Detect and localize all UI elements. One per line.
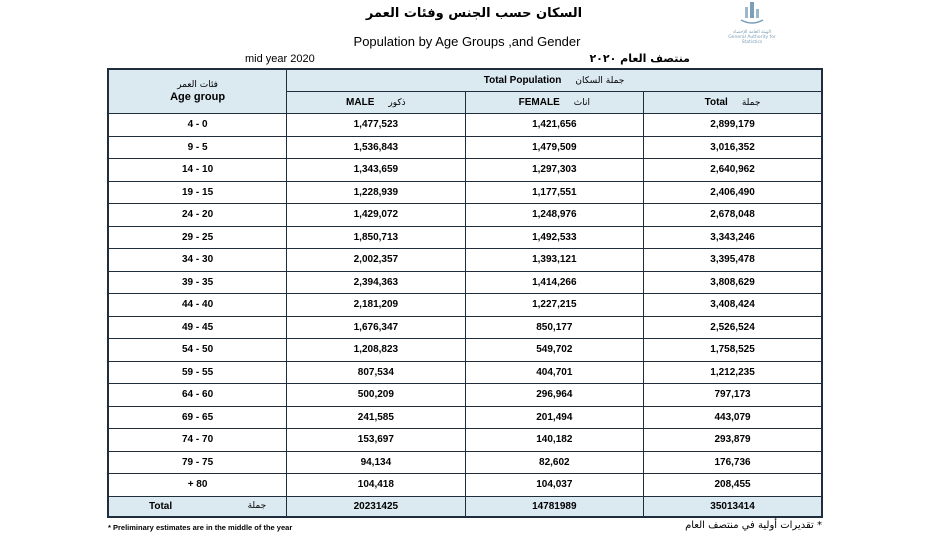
female-cell: 296,964 (465, 384, 643, 407)
age-group-cell: 19 - 15 (108, 181, 287, 204)
female-cell: 1,393,121 (465, 249, 643, 272)
age-group-cell: 34 - 30 (108, 249, 287, 272)
age-group-header-arabic: فئات العمر (177, 80, 218, 90)
table-row (108, 384, 822, 407)
male-cell: 1,477,523 (287, 114, 465, 137)
table-row (108, 271, 822, 294)
total-cell: 797,173 (644, 384, 822, 407)
footnote-english: * Preliminary estimates are in the middle of the year (108, 523, 293, 532)
total-cell: 3,343,246 (644, 226, 822, 249)
female-column-header (465, 92, 643, 114)
total-population-header-english: Total Population (483, 75, 562, 86)
male-cell: 807,534 (287, 361, 465, 384)
age-group-cell: 64 - 60 (108, 384, 287, 407)
total-column-header (644, 92, 822, 114)
male-cell: 1,850,713 (287, 226, 465, 249)
male-cell: 1,208,823 (287, 339, 465, 362)
table-row (108, 451, 822, 474)
age-group-cell: 9 - 5 (108, 136, 287, 159)
total-cell: 2,526,524 (644, 316, 822, 339)
total-total-cell: 35013414 (644, 496, 822, 517)
female-cell: 1,479,509 (465, 136, 643, 159)
female-cell: 850,177 (465, 316, 643, 339)
table-row (108, 249, 822, 272)
age-group-cell: 54 - 50 (108, 339, 287, 362)
table-row (108, 294, 822, 317)
table-row (108, 136, 822, 159)
table-row (108, 226, 822, 249)
mid-year-label: mid year 2020 (245, 53, 315, 65)
population-table (107, 68, 823, 518)
age-group-cell: 29 - 25 (108, 226, 287, 249)
total-cell: 3,408,424 (644, 294, 822, 317)
age-group-cell: 49 - 45 (108, 316, 287, 339)
age-group-cell: 44 - 40 (108, 294, 287, 317)
female-cell: 1,414,266 (465, 271, 643, 294)
age-group-cell: 4 - 0 (108, 114, 287, 137)
total-cell: 3,808,629 (644, 271, 822, 294)
total-row-label (108, 496, 287, 517)
total-cell: 2,678,048 (644, 204, 822, 227)
table-row (108, 361, 822, 384)
age-group-cell: 69 - 65 (108, 406, 287, 429)
male-column-header (287, 92, 465, 114)
footnote-arabic: * تقديرات أولية في منتصف العام (685, 520, 822, 531)
total-cell: 2,899,179 (644, 114, 822, 137)
table-row (108, 406, 822, 429)
total-cell: 176,736 (644, 451, 822, 474)
total-cell: 1,212,235 (644, 361, 822, 384)
female-cell: 82,602 (465, 451, 643, 474)
male-cell: 94,134 (287, 451, 465, 474)
female-cell: 1,177,551 (465, 181, 643, 204)
total-cell: 3,016,352 (644, 136, 822, 159)
table-total-row (108, 496, 822, 517)
mid-year-label-arabic: منتصف العام ٢٠٢٠ (589, 52, 690, 65)
female-cell: 104,037 (465, 474, 643, 497)
table-row (108, 114, 822, 137)
total-population-header-arabic: جملة السكان (575, 75, 625, 86)
female-cell: 201,494 (465, 406, 643, 429)
table-row (108, 339, 822, 362)
org-name-arabic: الهيئة العامة للإحصاء (733, 30, 771, 35)
female-cell: 549,702 (465, 339, 643, 362)
org-name-english: General Authority for Statistics (728, 35, 776, 45)
female-header-english: FEMALE (518, 97, 560, 108)
male-cell: 153,697 (287, 429, 465, 452)
table-row (108, 474, 822, 497)
table-row (108, 316, 822, 339)
age-group-cell: 74 - 70 (108, 429, 287, 452)
table-row (108, 429, 822, 452)
male-header-arabic: ذكور (388, 97, 406, 108)
female-cell: 1,227,215 (465, 294, 643, 317)
male-cell: 2,002,357 (287, 249, 465, 272)
male-cell: 2,394,363 (287, 271, 465, 294)
male-header-english: MALE (346, 97, 375, 108)
total-cell: 293,879 (644, 429, 822, 452)
total-label-english: Total (149, 500, 173, 512)
total-cell: 208,455 (644, 474, 822, 497)
age-group-cell: 59 - 55 (108, 361, 287, 384)
total-header-english: Total (704, 97, 728, 108)
female-cell: 404,701 (465, 361, 643, 384)
female-cell: 1,421,656 (465, 114, 643, 137)
male-cell: 104,418 (287, 474, 465, 497)
female-header-arabic: اناث (573, 97, 590, 108)
male-cell: 1,429,072 (287, 204, 465, 227)
table-row (108, 204, 822, 227)
total-female-cell: 14781989 (465, 496, 643, 517)
total-population-header (287, 69, 822, 92)
male-cell: 1,228,939 (287, 181, 465, 204)
age-group-cell: 24 - 20 (108, 204, 287, 227)
male-cell: 1,676,347 (287, 316, 465, 339)
age-group-header-english: Age group (170, 91, 226, 103)
female-cell: 1,492,533 (465, 226, 643, 249)
total-cell: 1,758,525 (644, 339, 822, 362)
total-male-cell: 20231425 (287, 496, 465, 517)
table-row (108, 181, 822, 204)
total-cell: 2,640,962 (644, 159, 822, 182)
total-cell: 3,395,478 (644, 249, 822, 272)
male-cell: 2,181,209 (287, 294, 465, 317)
gastat-logo-icon (737, 0, 767, 26)
age-group-cell: 39 - 35 (108, 271, 287, 294)
age-group-cell: + 80 (108, 474, 287, 497)
total-cell: 443,079 (644, 406, 822, 429)
table-row (108, 159, 822, 182)
total-label-arabic: جملة (247, 500, 267, 511)
female-cell: 140,182 (465, 429, 643, 452)
total-cell: 2,406,490 (644, 181, 822, 204)
page-title-arabic: السكان حسب الجنس وفئات العمر (365, 6, 583, 21)
age-group-header (108, 69, 287, 114)
total-header-arabic: جملة (741, 97, 761, 108)
table-header-row (108, 69, 822, 92)
male-cell: 500,209 (287, 384, 465, 407)
age-group-cell: 14 - 10 (108, 159, 287, 182)
table-body (108, 114, 822, 497)
male-cell: 1,343,659 (287, 159, 465, 182)
male-cell: 1,536,843 (287, 136, 465, 159)
male-cell: 241,585 (287, 406, 465, 429)
age-group-cell: 79 - 75 (108, 451, 287, 474)
female-cell: 1,248,976 (465, 204, 643, 227)
female-cell: 1,297,303 (465, 159, 643, 182)
page-title-english: Population by Age Groups ,and Gender (353, 34, 581, 49)
organization-logo (722, 0, 782, 44)
